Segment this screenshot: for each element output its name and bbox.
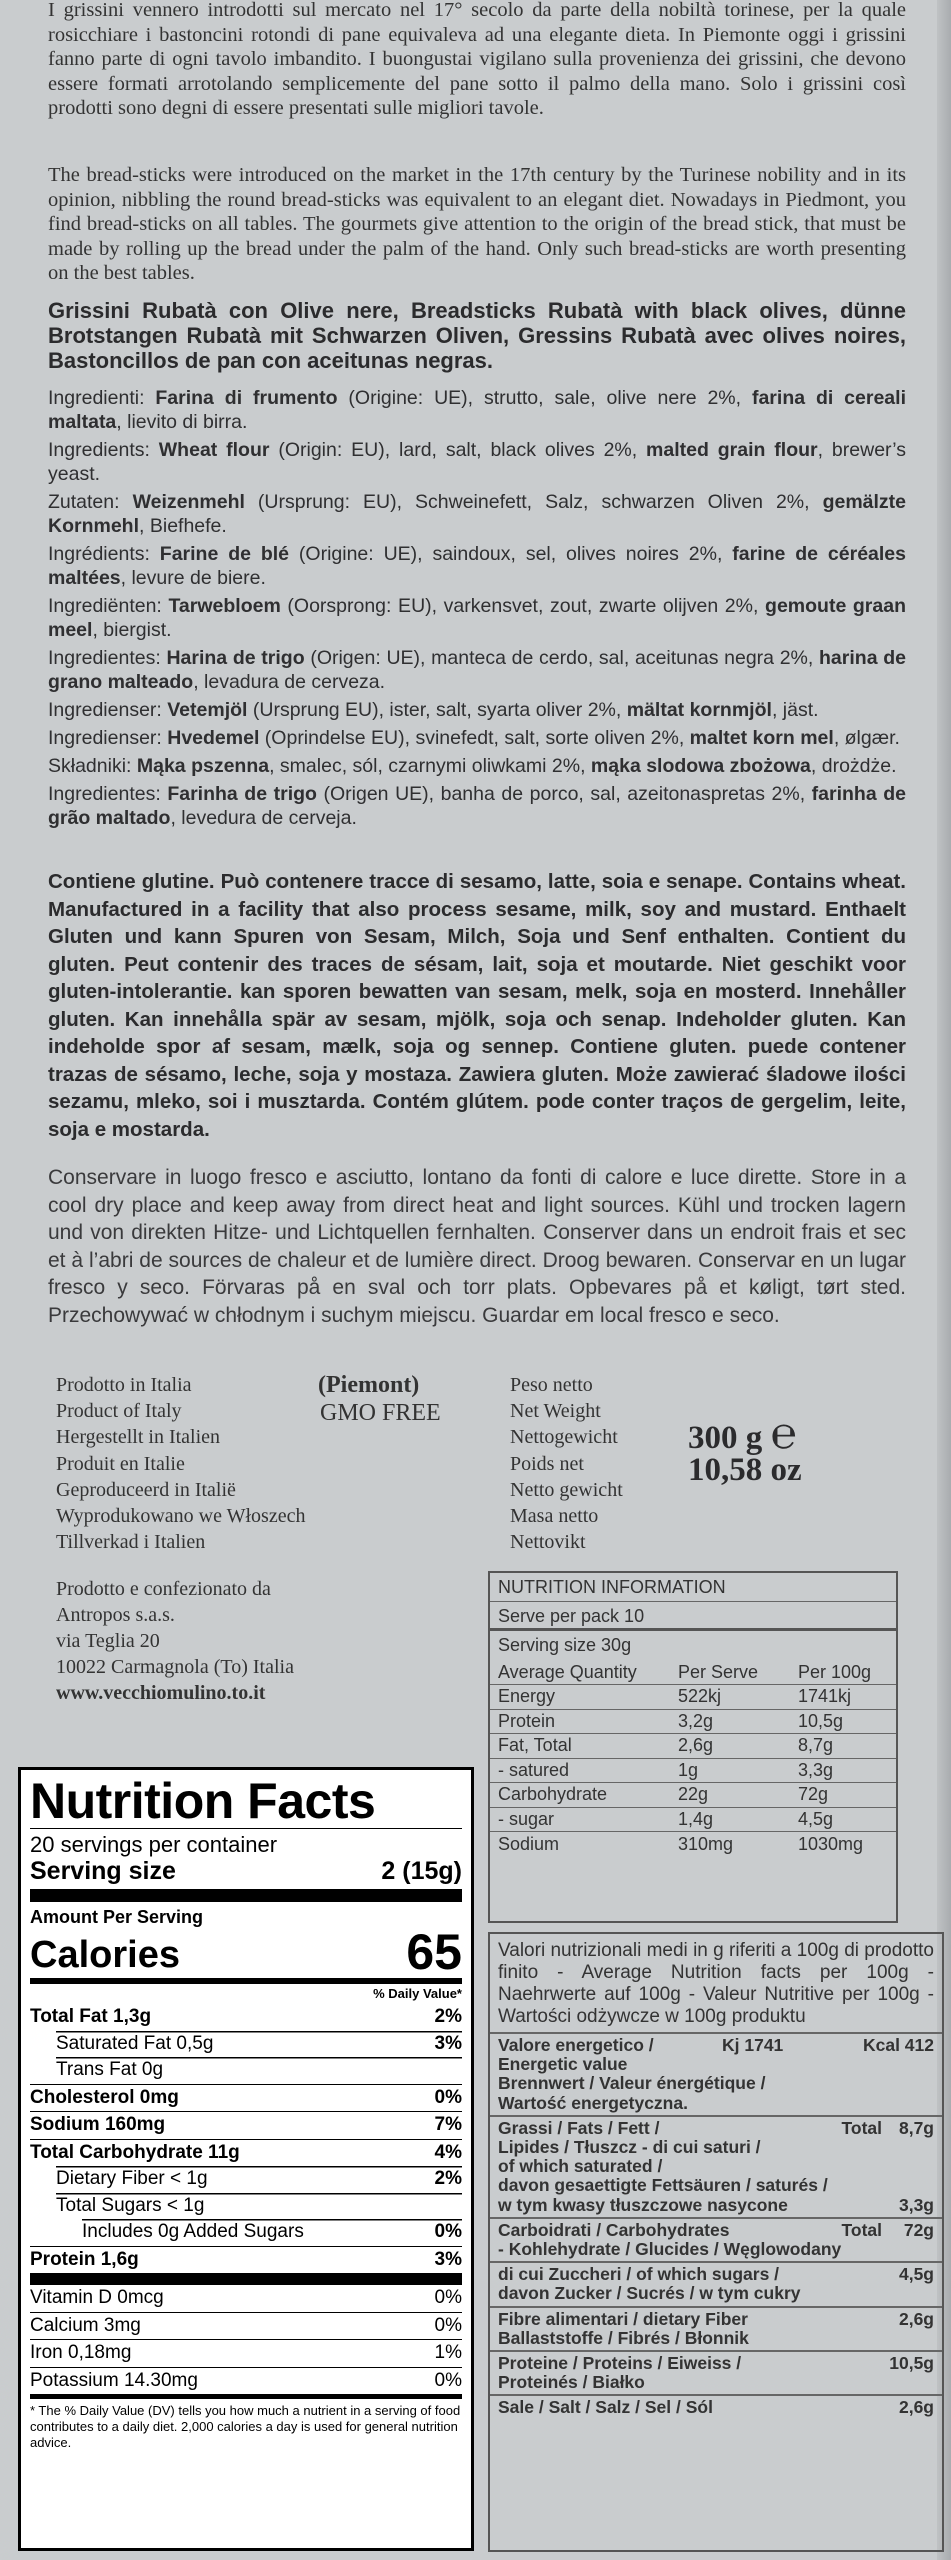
eu-sugar-value: 4,5g <box>898 2264 934 2285</box>
ingredient-line <box>48 490 906 538</box>
nf-nutrient-row <box>30 2246 462 2274</box>
ingredient-text: , biergist. <box>92 619 172 641</box>
nf-nutrient-label: Total Sugars < 1g <box>56 2194 205 2216</box>
ingredient-text: (Ursprung EU), ister, salt, syarta oliver 2%, <box>247 699 627 721</box>
origin-line: Hergestellt in Italien <box>56 1426 221 1449</box>
ingredient-allergen: malted grain flour <box>646 439 818 461</box>
eu-energy-line: Energetic value <box>498 2054 628 2075</box>
nf-nutrient-dv: 0% <box>434 2287 462 2308</box>
eu-header: Valori nutrizionali medi in g riferiti a 100g di prodotto finito - Average Nutrition facts per 100g - Naehrwerte auf 100g - Valeur Nutritive per 100g - Wartości odżywcze w 100g produktu <box>490 1934 942 2034</box>
ingredient-text: Składniki: <box>48 755 137 777</box>
eu-fiber-block <box>490 2308 942 2352</box>
origin-line: Geproduceerd in Italië <box>56 1478 236 1501</box>
ingredient-text: , levedura de cerveja. <box>170 807 357 829</box>
nf-calories-value: 65 <box>406 1924 462 1980</box>
origin-line: Prodotto in Italia <box>56 1374 192 1396</box>
ni-cell: 10,5g <box>790 1709 896 1734</box>
nf-calories-label: Calories <box>30 1934 180 1976</box>
ingredient-text: , Biefhefe. <box>139 515 227 537</box>
nf-nutrient-label: Total Carbohydrate 11g <box>30 2141 240 2163</box>
nf-nutrient-label: Iron 0,18mg <box>30 2342 132 2363</box>
nf-nutrient-label: Protein 1,6g <box>30 2248 139 2270</box>
ingredient-allergen: Tarwebloem <box>168 595 281 617</box>
ni-row <box>490 1685 896 1710</box>
nf-nutrient-dv: 2% <box>434 2006 462 2027</box>
ni-header: Per Serve <box>670 1660 790 1685</box>
nf-dv-header: % Daily Value* <box>373 1986 462 2001</box>
net-weight-label: Nettovikt <box>510 1531 586 1554</box>
nf-nutrient-label: Cholesterol 0mg <box>30 2086 179 2108</box>
ingredient-text: , levadura de cerveza. <box>193 671 386 693</box>
ni-cell: 522kj <box>670 1685 790 1710</box>
ingredient-text: Zutaten: <box>48 491 133 513</box>
ingredient-allergen: Farine de blé <box>159 543 290 565</box>
ingredient-line <box>48 594 906 642</box>
ni-row <box>490 1807 896 1832</box>
eu-fiber-line: Ballaststoffe / Fibrés / Błonnik <box>498 2327 749 2348</box>
ni-cell: Sodium <box>498 1833 560 1854</box>
ingredient-allergen: Mąka pszenna <box>136 755 270 777</box>
ingredient-allergen: Wheat flour <box>158 439 270 461</box>
ni-cell: 4,5g <box>790 1807 896 1832</box>
nf-nutrient-label: Total Fat 1,3g <box>30 2006 152 2027</box>
eu-salt-block <box>490 2396 942 2419</box>
eu-energy-block <box>490 2034 942 2117</box>
ingredient-allergen: farine de céréales maltées <box>48 543 906 589</box>
eu-fat-sat-label: w tym kwasy tłuszczowe nasycone <box>498 2194 788 2215</box>
nf-nutrient-dv: 1% <box>434 2342 462 2363</box>
ingredient-allergen: mąka slodowa zbożowa <box>590 755 811 777</box>
ingredient-allergen: maltet korn mel <box>689 727 834 749</box>
eu-fat-block <box>490 2117 942 2219</box>
ingredient-line <box>48 698 906 722</box>
nf-nutrient-label: Potassium 14.30mg <box>30 2369 198 2391</box>
nf-nutrient-dv: 0% <box>434 2314 462 2336</box>
ingredient-allergen: gemälzte Kornmehl <box>48 491 907 537</box>
ni-row <box>490 1758 896 1783</box>
nf-nutrient-row <box>30 2312 462 2340</box>
nf-nutrient-dv: 0% <box>434 2221 462 2242</box>
ingredient-text: Ingredienser: <box>48 699 168 721</box>
intro-english: The bread-sticks were introduced on the market in the 17th century by the Turinese nobility and in its opinion, nibbling the round bread-sticks was equivalent to an elegant diet. Nowadays in Piedmont, you find bread-sticks on all tables. The gourmets give attention to the origin of the bread stick, that must be made by rolling up the bread under the palm of the hand. Only such bread-sticks are worth presenting on the best tables. <box>48 164 906 284</box>
nf-bottom-rule <box>30 2394 462 2399</box>
ingredient-line <box>48 754 906 778</box>
eu-carb-block <box>490 2219 942 2263</box>
ingredient-text: , drożdże. <box>810 755 897 777</box>
nf-nutrient-dv: 3% <box>434 2032 462 2054</box>
nf-nutrient-label: Saturated Fat 0,5g <box>56 2032 214 2054</box>
nf-nutrient-row <box>30 2193 462 2220</box>
nf-nutrient-row <box>30 2031 462 2058</box>
nf-title: Nutrition Facts <box>30 1773 376 1829</box>
ingredient-allergen: gemoute graan meel <box>48 595 906 641</box>
eu-carb-line: - Kohlehydrate / Glucides / Węglowodany <box>498 2239 842 2260</box>
nf-nutrient-label: Calcium 3mg <box>30 2314 141 2336</box>
ingredient-line <box>48 646 906 694</box>
ni-serve-per-pack: Serve per pack 10 <box>490 1602 896 1631</box>
nf-nutrient-row <box>30 2004 462 2031</box>
eu-fat-sat: 3,3g <box>898 2194 934 2215</box>
nf-serving-label: Serving size <box>30 1857 176 1885</box>
nf-nutrient-row <box>30 2273 462 2312</box>
nf-nutrient-label: Dietary Fiber < 1g <box>56 2168 208 2189</box>
ni-cell: 22g <box>670 1783 790 1808</box>
producer-line: Prodotto e confezionato da <box>56 1578 271 1600</box>
ni-cell: 1g <box>670 1758 790 1783</box>
ni-header-row <box>490 1660 896 1685</box>
origin-list <box>56 1372 305 1555</box>
nf-nutrient-row <box>30 2166 462 2193</box>
eu-fiber-title: Fibre alimentari / dietary Fiber <box>498 2308 748 2329</box>
nf-amount-per-serving: Amount Per Serving <box>30 1907 204 1927</box>
net-weight-label: Peso netto <box>510 1374 593 1396</box>
nf-nutrient-row <box>30 2084 462 2112</box>
nf-nutrient-label: Vitamin D 0mcg <box>30 2287 164 2308</box>
eu-salt-title: Sale / Salt / Salz / Sel / Sól <box>498 2397 713 2418</box>
eu-protein-value: 10,5g <box>889 2353 934 2374</box>
ni-header: Average Quantity <box>490 1660 670 1685</box>
eu-protein-block <box>490 2352 942 2396</box>
ni-cell: 2,6g <box>670 1734 790 1759</box>
nf-nutrient-row <box>30 2367 462 2395</box>
nutrition-facts-label <box>18 1767 474 2551</box>
ingredient-line <box>48 438 906 486</box>
eu-sugar-line: davon Zucker / Sucrés / w tym cukry <box>498 2283 801 2304</box>
eu-energy-kcal: Kcal 412 <box>862 2035 934 2055</box>
producer-address <box>56 1576 294 1680</box>
ingredient-allergen: Weizenmehl <box>132 491 245 513</box>
allergen-statement: Contiene glutine. Può contenere tracce di sesamo, latte, soia e senape. Contains wheat. Manufactured in a facility that also process sesame, milk, soy and mustard. Enthaelt Gluten und kann Spuren von Sesam, Milch, Soja und Senf enthalten. Contient du gluten. Peut contenir des traces de sésam, lait, soja et moutarde. Niet geschikt voor gluten-intolerantie. kan sporen bewatten van sesam, melk, soja en mosterd. Innehåller gluten. Kan innehålla spär av sesam, mjölk, soja och senap. Indeholder gluten. Kan indeholde spor af sesam, mælk, soja og sennep. Contiene gluten. puede contener trazas de sésamo, leche, soja y mostaza. Zawiera gluten. Może zawierać śladowe ilości sezamu, mleko, soi i musztarda. Contém glútem. pode conter traços de gergelim, leite, soja e mostarda. <box>48 870 906 1141</box>
ingredient-text: (Oorsprong: EU), varkensvet, zout, zwarte olijven 2%, <box>280 595 766 617</box>
nf-nutrient-dv: 0% <box>434 2086 462 2108</box>
eu-salt-value: 2,6g <box>898 2397 934 2418</box>
eu-nutrition-table <box>488 1932 944 2552</box>
ni-cell: Energy <box>490 1685 670 1710</box>
eu-carb-total-label: Total <box>841 2219 882 2240</box>
eu-carb-title: Carboidrati / Carbohydrates <box>498 2219 730 2240</box>
ni-cell: 3,2g <box>670 1709 790 1734</box>
ingredient-text: (Origine: UE), saindoux, sel, olives noires 2%, <box>289 543 733 565</box>
ingredient-text: , brewer’s yeast. <box>48 439 906 485</box>
nf-nutrient-rows <box>30 2004 462 2394</box>
gmo-free-label: GMO FREE <box>320 1400 441 1426</box>
nf-nutrient-dv: 2% <box>434 2168 462 2189</box>
nf-footnote: * The % Daily Value (DV) tells you how much a nutrient in a serving of food contributes to a daily diet. 2,000 calories a day is used for general nutrition advice. <box>30 2403 461 2450</box>
net-weight-label: Masa netto <box>510 1505 599 1528</box>
ingredient-text: , lievito di birra. <box>116 411 248 433</box>
net-weight-label: Netto gewicht <box>510 1478 623 1501</box>
nf-servings <box>30 1833 462 1857</box>
ingredient-line <box>48 386 906 434</box>
origin-line: Tillverkad i Italien <box>56 1531 206 1554</box>
origin-line: Produit en Italie <box>56 1452 185 1475</box>
ingredient-line <box>48 542 906 590</box>
intro-italian: I grissini vennero introdotti sul mercato nel 17° secolo da parte della nobiltà torinese, per la quale rosicchiare i bastoncini rotondi di pane equivaleva ad una elegante dieta. In Piemonte oggi i grissini fanno parte di ogni tavolo imbandito. I buongustai vigilano sulla provenienza dei grissini, che devono essere formati arrotolando semplicemente del pane sotto il palmo della mano. Solo i grissini così prodotti sono degni di essere presentati sulle migliori tavole. <box>48 0 906 119</box>
nf-nutrient-dv: 7% <box>434 2114 462 2135</box>
ni-title: NUTRITION INFORMATION <box>490 1573 896 1602</box>
origin-line: Product of Italy <box>56 1400 182 1423</box>
ni-cell: 72g <box>790 1783 896 1808</box>
ingredient-text: , jäst. <box>771 699 819 721</box>
ni-cell: 310mg <box>678 1833 734 1854</box>
ingredient-text: Ingredienti: <box>48 387 156 409</box>
ingredient-text: Ingredientes: <box>48 647 167 669</box>
ni-serving-size: Serving size 30g <box>498 1635 632 1655</box>
nf-nutrient-dv: 0% <box>434 2369 462 2391</box>
ni-grid <box>490 1660 896 1856</box>
nf-serving-value: 2 (15g) <box>381 1857 462 1885</box>
ingredient-text: Ingredientes: <box>48 783 168 805</box>
net-weight-value <box>688 1409 802 1490</box>
nf-servings-text: 20 servings per container <box>30 1832 278 1857</box>
producer-line: 10022 Carmagnola (To) Italia <box>56 1656 294 1678</box>
ingredient-text: , ølgær. <box>833 727 900 749</box>
ingredient-text: Ingredients: <box>48 439 159 461</box>
eu-fiber-value: 2,6g <box>898 2308 934 2329</box>
eu-fat-line: davon gesaettigte Fettsäuren / saturés / <box>498 2175 828 2196</box>
ni-cell: Protein <box>490 1709 670 1734</box>
ingredient-text: Ingrediënten: <box>48 595 169 617</box>
ni-cell: 8,7g <box>790 1734 896 1759</box>
ni-cell: - satured <box>490 1758 670 1783</box>
nf-nutrient-row <box>30 2339 462 2367</box>
ingredient-text: Ingrédients: <box>48 543 160 565</box>
ingredient-text: (Origin: EU), lard, salt, black olives 2%, <box>269 439 647 461</box>
nf-nutrient-label: Includes 0g Added Sugars <box>82 2221 304 2242</box>
ingredient-allergen: farinha de grão maltado <box>48 783 906 829</box>
origin-line: Wyprodukowano we Włoszech <box>56 1505 306 1528</box>
weight-ounces: 10,58 oz <box>688 1452 802 1488</box>
eu-protein-title: Proteine / Proteins / Eiweiss / <box>498 2353 742 2374</box>
ni-row <box>490 1832 896 1857</box>
eu-fat-total: 8,7g <box>898 2117 934 2138</box>
producer-url: www.vecchiomulino.to.it <box>56 1682 266 1704</box>
storage-instructions: Conservare in luogo fresco e asciutto, lontano da fonti di calore e luce dirette. Store in a cool dry place and keep away from direct heat and light sources. Kühl und trocken lagern und von direkten Hitze- und Lichtquellen fernhalten. Conserver dans un endroit frais et sec et à l’abri de sources de chaleur et de lumière direct. Droog bewaren. Conservar en un lugar fresco y seco. Förvaras på en sval och torr plats. Opbevares på et køligt, tørt sted. Przechowywać w chłodnym i suchym miejscu. Guardar em local fresco e seco. <box>48 1166 906 1327</box>
ingredient-line <box>48 782 906 830</box>
region-label: (Piemont) <box>318 1372 420 1398</box>
eu-fat-title: Grassi / Fats / Fett / <box>498 2117 660 2138</box>
producer-info <box>56 1576 294 1706</box>
ingredient-text: (Oprindelse EU), svinefedt, salt, sorte oliven 2%, <box>259 727 690 749</box>
ingredient-allergen: harina de grano malteado <box>48 647 906 693</box>
ni-row <box>490 1783 896 1808</box>
ni-header: Per 100g <box>790 1660 896 1685</box>
ingredient-text: (Origen UE), banha de porco, sal, azeitonaspretas 2%, <box>316 783 812 805</box>
eu-energy-line: Brennwert / Valeur énergétique / <box>498 2073 766 2094</box>
ingredient-line <box>48 726 906 750</box>
producer-line: Antropos s.a.s. <box>56 1604 175 1626</box>
ingredient-allergen: Harina de trigo <box>166 647 305 669</box>
net-weight-label: Nettogewicht <box>510 1426 618 1449</box>
ni-row <box>490 1734 896 1759</box>
ni-cell: 3,3g <box>790 1758 896 1783</box>
ni-cell: Carbohydrate <box>490 1783 670 1808</box>
ingredient-text: , smalec, sól, czarnymi oliwkami 2%, <box>269 755 591 777</box>
ni-cell: 1741kj <box>790 1685 896 1710</box>
nf-nutrient-label: Sodium 160mg <box>30 2114 166 2135</box>
ingredient-allergen: Vetemjöl <box>167 699 248 721</box>
ingredient-allergen: Farina di frumento <box>155 387 338 409</box>
eu-energy-line: Wartość energetyczna. <box>498 2092 688 2113</box>
eu-sugar-block <box>490 2263 942 2307</box>
ingredient-allergen: mältat kornmjöl <box>626 699 772 721</box>
ingredient-text: , levure de biere. <box>120 567 266 589</box>
nf-nutrient-dv: 4% <box>434 2141 462 2163</box>
producer-line: via Teglia 20 <box>56 1630 160 1652</box>
nf-thick-rule <box>30 1889 462 1902</box>
ingredient-allergen: Farinha de trigo <box>167 783 317 805</box>
net-weight-labels <box>510 1372 623 1555</box>
nf-nutrient-label: Trans Fat 0g <box>56 2059 164 2080</box>
net-weight-label: Poids net <box>510 1452 584 1475</box>
nf-nutrient-row <box>30 2139 462 2167</box>
weight-grams: 300 g <box>688 1420 763 1456</box>
eu-energy-kj: Kj 1741 <box>722 2035 784 2055</box>
nf-nutrient-row <box>30 2219 462 2246</box>
nf-nutrient-row <box>30 2057 462 2084</box>
ingredient-text: (Origen: UE), manteca de cerdo, sal, aceitunas negra 2%, <box>304 647 820 669</box>
ni-cell: Fat, Total <box>490 1734 670 1759</box>
product-name: Grissini Rubatà con Olive nere, Breadsticks Rubatà with black olives, dünne Brotstangen Rubatà mit Schwarzen Oliven, Gressins Rubatà avec olives noires, Bastoncillos de pan con aceitunas negras. <box>48 298 906 373</box>
nf-nutrient-dv: 3% <box>434 2248 462 2270</box>
eu-fat-line: Lipides / Tłuszcz - di cui saturi / <box>498 2137 761 2158</box>
ni-cell: - sugar <box>490 1807 670 1832</box>
eu-carb-total: 72g <box>903 2219 934 2240</box>
net-weight-label: Net Weight <box>510 1400 601 1423</box>
ni-row <box>490 1709 896 1734</box>
nutrition-information-table <box>488 1571 898 1923</box>
ni-cell: 1,4g <box>670 1807 790 1832</box>
ingredient-text: (Ursprung: EU), Schweinefett, Salz, schwarzen Oliven 2%, <box>244 491 823 513</box>
eu-fat-total-label: Total <box>841 2117 882 2138</box>
eu-energy-title: Valore energetico / <box>498 2035 654 2055</box>
nf-nutrient-row <box>30 2111 462 2139</box>
ingredients-list <box>48 386 906 834</box>
eu-protein-line: Proteinés / Białko <box>498 2372 645 2393</box>
ingredient-allergen: Hvedemel <box>167 727 260 749</box>
eu-sugar-title: di cui Zuccheri / of which sugars / <box>498 2264 780 2285</box>
estimated-sign-icon: ℮ <box>770 1409 797 1458</box>
ingredient-text: (Origine: UE), strutto, sale, olive nere 2%, <box>337 387 752 409</box>
nf-serving-size <box>30 1857 462 1885</box>
ni-cell: 1030mg <box>798 1833 864 1854</box>
nf-calories <box>30 1924 462 1980</box>
eu-fat-line: of which saturated / <box>498 2156 663 2177</box>
ingredient-allergen: farina di cereali maltata <box>48 387 906 433</box>
ingredient-text: Ingredienser: <box>48 727 168 749</box>
